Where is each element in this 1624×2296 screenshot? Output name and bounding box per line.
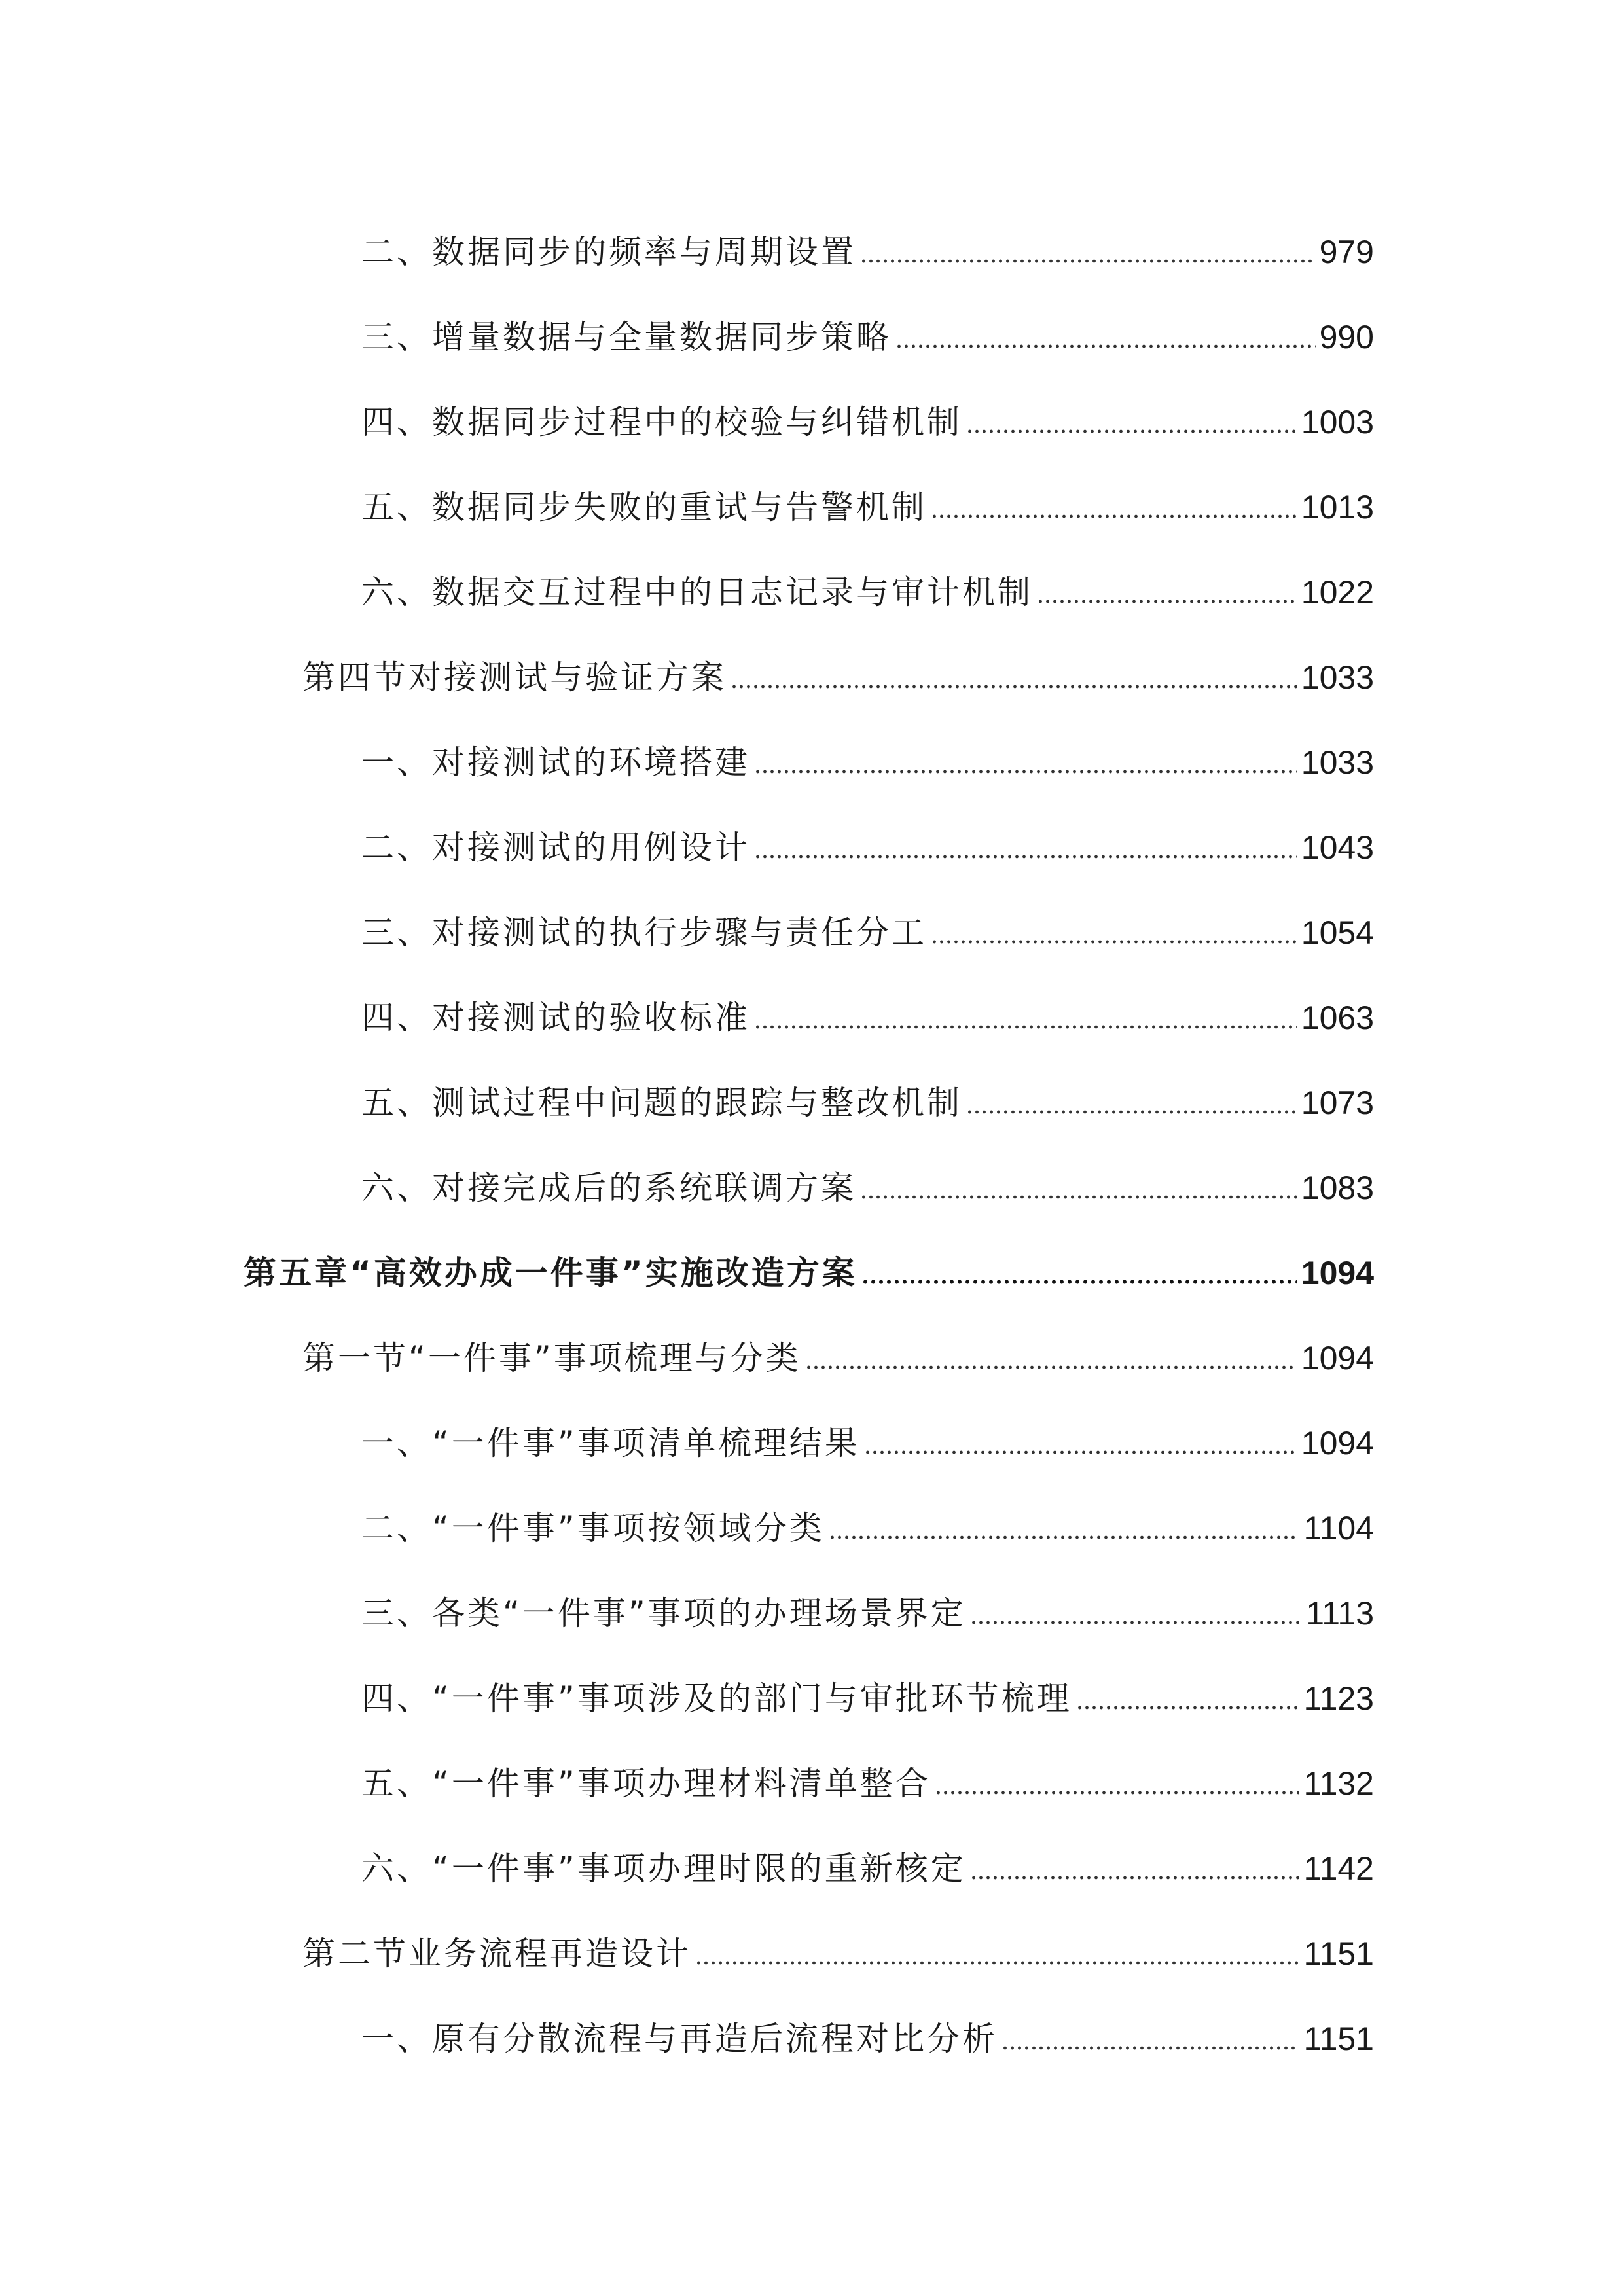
toc-subsection-entry[interactable] [361, 720, 1374, 779]
toc-page-number: 1104 [1303, 1510, 1374, 1547]
toc-page-number: 1151 [1303, 2020, 1374, 2057]
toc-subsection-entry[interactable] [361, 805, 1374, 867]
toc-section-entry[interactable] [302, 1911, 1374, 1973]
toc-subsection-entry[interactable] [361, 1656, 1374, 1715]
toc-dot-leader [860, 1173, 1297, 1199]
toc-entry-title: 第五章“高效办成一件事”实施改造方案 [244, 1254, 857, 1292]
toc-subsection-entry[interactable] [361, 380, 1374, 439]
toc-dot-leader [861, 1258, 1297, 1284]
toc-subsection-entry[interactable] [361, 209, 1374, 271]
toc-subsection-entry[interactable] [361, 1401, 1374, 1460]
toc-entry-title: 第四节对接测试与验证方案 [302, 658, 727, 696]
toc-dot-leader [731, 662, 1297, 689]
toc-entry-title: 四、数据同步过程中的校验与纠错机制 [361, 403, 962, 441]
toc-entry-title: 四、对接测试的验收标准 [361, 999, 750, 1037]
toc-dot-leader [754, 1003, 1297, 1029]
toc-page-number: 1083 [1301, 1170, 1374, 1206]
toc-page-number: 1132 [1303, 1765, 1374, 1802]
toc-page-number: 1003 [1301, 404, 1374, 440]
toc-entry-title: 三、增量数据与全量数据同步策略 [361, 318, 892, 356]
toc-subsection-entry[interactable] [361, 1996, 1374, 2058]
toc-entry-title: 三、各类“一件事”事项的办理场景界定 [361, 1594, 966, 1632]
toc-subsection-entry[interactable] [361, 1486, 1374, 1545]
toc-subsection-entry[interactable] [361, 1741, 1374, 1803]
toc-entry-title: 六、对接完成后的系统联调方案 [361, 1169, 856, 1207]
toc-dot-leader [931, 492, 1297, 518]
toc-page-number: 990 [1319, 319, 1374, 355]
toc-subsection-entry[interactable] [361, 1060, 1374, 1122]
toc-dot-leader [1076, 1683, 1300, 1710]
toc-dot-leader [695, 1939, 1299, 1965]
toc-dot-leader [829, 1513, 1300, 1539]
toc-entry-title: 五、数据同步失败的重试与告警机制 [361, 488, 927, 526]
toc-entry-title: 五、测试过程中问题的跟踪与整改机制 [361, 1084, 962, 1122]
toc-entry-title: 一、原有分散流程与再造后流程对比分析 [361, 2020, 998, 2058]
toc-chapter-entry[interactable] [244, 1230, 1374, 1292]
toc-dot-leader [1001, 2024, 1299, 2050]
toc-entry-title: 六、“一件事”事项办理时限的重新核定 [361, 1850, 966, 1888]
toc-entry-title: 二、“一件事”事项按领域分类 [361, 1509, 825, 1547]
toc-dot-leader [754, 747, 1297, 774]
toc-dot-leader [935, 1768, 1300, 1795]
toc-entry-title: 第二节业务流程再造设计 [302, 1935, 691, 1973]
toc-subsection-entry[interactable] [361, 975, 1374, 1037]
toc-entry-title: 四、“一件事”事项涉及的部门与审批环节梳理 [361, 1679, 1072, 1717]
toc-dot-leader [805, 1343, 1297, 1369]
toc-page-number: 1022 [1301, 574, 1374, 611]
toc-entry-title: 一、“一件事”事项清单梳理结果 [361, 1424, 860, 1462]
toc-entry-title: 三、对接测试的执行步骤与责任分工 [361, 914, 927, 952]
toc-entry-title: 六、数据交互过程中的日志记录与审计机制 [361, 573, 1033, 611]
toc-subsection-entry[interactable] [361, 550, 1374, 609]
toc-subsection-entry[interactable] [361, 295, 1374, 356]
toc-page-number: 1151 [1303, 1935, 1374, 1972]
toc-dot-leader [754, 833, 1297, 859]
toc-page-number: 1043 [1301, 829, 1374, 866]
toc-page-number: 1123 [1303, 1680, 1374, 1717]
toc-entry-title: 二、对接测试的用例设计 [361, 829, 750, 867]
toc-page-number: 1094 [1301, 1425, 1374, 1462]
toc-subsection-entry[interactable] [361, 1571, 1374, 1630]
toc-dot-leader [860, 237, 1316, 263]
toc-page-number: 1094 [1301, 1340, 1374, 1376]
toc-page-number: 1142 [1303, 1850, 1374, 1887]
toc-dot-leader [1037, 577, 1297, 603]
toc-subsection-entry[interactable] [361, 465, 1374, 524]
toc-page-number: 1073 [1301, 1085, 1374, 1121]
toc-page-number: 1054 [1301, 914, 1374, 951]
toc-page-number: 1063 [1301, 999, 1374, 1036]
toc-section-entry[interactable] [302, 1316, 1374, 1377]
toc-dot-leader [895, 322, 1316, 348]
toc-dot-leader [966, 407, 1297, 433]
toc-dot-leader [970, 1854, 1300, 1880]
toc-entry-title: 一、对接测试的环境搭建 [361, 744, 750, 781]
toc-page-number: 1113 [1306, 1595, 1374, 1632]
toc-subsection-entry[interactable] [361, 1826, 1374, 1888]
toc-subsection-entry[interactable] [361, 890, 1374, 952]
toc-section-entry[interactable] [302, 635, 1374, 694]
toc-page-number: 1013 [1301, 489, 1374, 526]
toc-page-number: 1033 [1301, 744, 1374, 781]
toc-page-number: 1033 [1301, 659, 1374, 696]
toc-entry-title: 二、数据同步的频率与周期设置 [361, 233, 856, 271]
toc-dot-leader [970, 1598, 1302, 1624]
toc-subsection-entry[interactable] [361, 1145, 1374, 1207]
toc-entry-title: 五、“一件事”事项办理材料清单整合 [361, 1765, 931, 1803]
toc-dot-leader [931, 918, 1297, 944]
toc-dot-leader [966, 1088, 1297, 1114]
toc-entry-title: 第一节“一件事”事项梳理与分类 [302, 1339, 801, 1377]
toc-page-number: 979 [1319, 234, 1374, 270]
toc-page-number: 1094 [1301, 1255, 1374, 1291]
toc-dot-leader [864, 1428, 1297, 1454]
